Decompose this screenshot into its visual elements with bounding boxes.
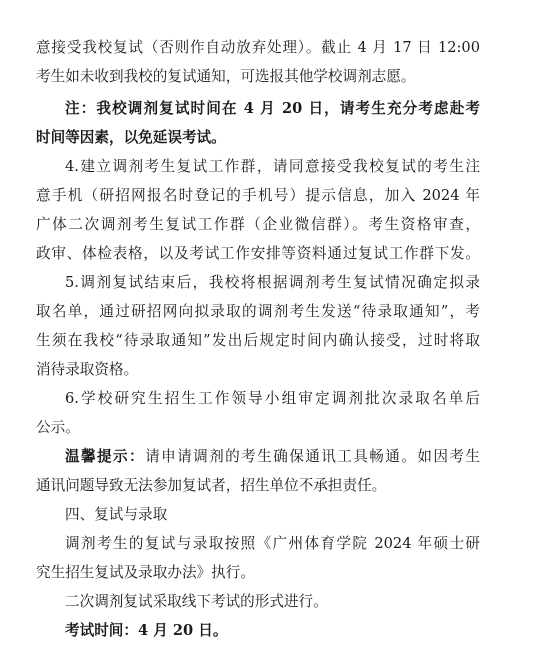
text-line: 通讯问题导致无法参加复试者，招生单位不承担责任。 — [36, 477, 387, 494]
text-line: 广体二次调剂考生复试工作群（企业微信群）。考生资格审查， — [36, 216, 480, 233]
text-line: 公示。 — [36, 419, 80, 436]
tip-line — [36, 442, 480, 471]
text-line: 究生招生复试及录取办法》执行。 — [36, 564, 255, 581]
notice-line: 注：我校调剂复试时间在 4 月 20 日，请考生充分考虑赴考 — [65, 100, 480, 117]
text-line: 二次调剂复试采取线下考试的形式进行。 — [65, 593, 328, 610]
text-line: 调剂考生的复试与录取按照《广州体育学院 2024 年硕士研 — [65, 535, 480, 552]
text-line: 4.建立调剂考生复试工作群，请同意接受我校复试的考生注 — [65, 158, 480, 175]
document-body — [36, 33, 480, 645]
text-line: 5.调剂复试结束后，我校将根据调剂考生复试情况确定拟录 — [65, 274, 480, 291]
tip-label: 温馨提示： — [65, 448, 146, 465]
text-line: 6.学校研究生招生工作领导小组审定调剂批次录取名单后 — [65, 390, 480, 407]
text-line: 意接受我校复试（否则作自动放弃处理）。截止 4 月 17 日 12:00 — [36, 39, 480, 56]
text-line: 考生如未收到我校的复试通知，可选报其他学校调剂志愿。 — [36, 68, 416, 85]
tip-text: 请申请调剂的考生确保通讯工具畅通。如因考生 — [145, 448, 480, 465]
text-line: 取名单，通过研招网向拟录取的调剂考生发送“待录取通知”，考 — [36, 303, 480, 320]
notice-line: 时间等因素，以免延误考试。 — [36, 129, 226, 146]
text-line: 政审、体检表格，以及考试工作安排等资料通过复试工作群下发。 — [36, 245, 480, 262]
exam-time-line: 考试时间：4 月 20 日。 — [65, 622, 228, 639]
section-heading: 四、复试与录取 — [65, 506, 168, 523]
text-line: 生须在我校“待录取通知”发出后规定时间内确认接受，过时将取 — [36, 332, 480, 349]
text-line: 意手机（研招网报名时登记的手机号）提示信息，加入 2024 年 — [36, 187, 480, 204]
text-line: 消待录取资格。 — [36, 361, 139, 378]
